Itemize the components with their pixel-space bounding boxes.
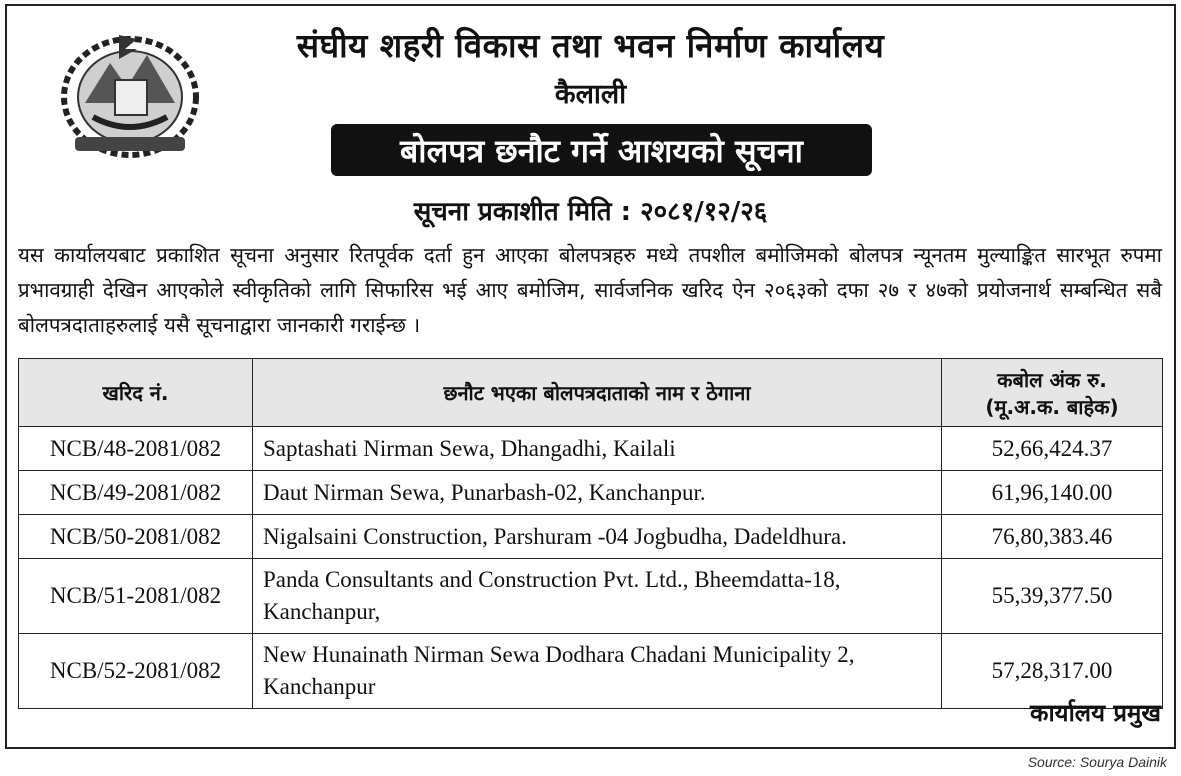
header-bid-amount-line1: कबोल अंक रु.: [997, 367, 1107, 392]
table-row: [19, 471, 1163, 515]
bid-amount: 57,28,317.00: [942, 634, 1163, 709]
procurement-no: NCB/51-2081/082: [19, 559, 253, 634]
table-row: [19, 634, 1163, 709]
bidder-name: Saptashati Nirman Sewa, Dhangadhi, Kailali: [253, 427, 942, 471]
notice-title: बोलपत्र छनौट गर्ने आशयको सूचना: [400, 131, 803, 170]
notice-paragraph: यस कार्यालयबाट प्रकाशित सूचना अनुसार रितपूर्वक दर्ता हुन आएका बोलपत्रहरु मध्ये तपशील बमोजिमको बोलपत्र न्यूनतम मुल्याङ्कित सारभूत रुपमा प्रभावग्राही देखिन आएकोले स्वीकृतिको लागि सिफारिस भई आए बमोजिम, सार्वजनिक खरिद ऐन २०६३को दफा २७ र ४७को प्रयोजनार्थ सम्बन्धित सबै बोलपत्रदाताहरुलाई यसै सूचनाद्वारा जानकारी गराईन्छ ।: [18, 243, 1162, 337]
bidder-name: Nigalsaini Construction, Parshuram -04 Jogbudha, Dadeldhura.: [253, 515, 942, 559]
header-bid-amount: [942, 359, 1163, 427]
procurement-no: NCB/50-2081/082: [19, 515, 253, 559]
table-row: [19, 515, 1163, 559]
notice-title-banner: [331, 124, 872, 176]
bidder-name: New Hunainath Nirman Sewa Dodhara Chadani Municipality 2, Kanchanpur: [253, 634, 942, 709]
bidder-name: Daut Nirman Sewa, Punarbash-02, Kanchanpur.: [253, 471, 942, 515]
procurement-no: NCB/52-2081/082: [19, 634, 253, 709]
header-bid-amount-line2: (मू.अ.क. बाहेक): [985, 394, 1119, 419]
source-credit: Source: Sourya Dainik: [1027, 754, 1167, 770]
table-row: [19, 559, 1163, 634]
table-header-row: [19, 359, 1163, 427]
bid-amount: 61,96,140.00: [942, 471, 1163, 515]
signature-office-chief: कार्यालय प्रमुख: [1030, 699, 1161, 727]
published-label: सूचना प्रकाशीत मिति :: [413, 197, 632, 227]
district-name: कैलाली: [554, 79, 627, 110]
bid-amount: 52,66,424.37: [942, 427, 1163, 471]
bid-amount: 76,80,383.46: [942, 515, 1163, 559]
header-procurement-no: खरिद नं.: [19, 359, 253, 427]
table-row: [19, 427, 1163, 471]
procurement-no: NCB/49-2081/082: [19, 471, 253, 515]
published-date: २०८१/१२/२६: [640, 197, 768, 227]
selected-bidders-table: [18, 358, 1163, 709]
published-date-line: [0, 192, 1181, 228]
header-bidder-name: छनौट भएका बोलपत्रदाताको नाम र ठेगाना: [253, 359, 942, 427]
office-name: संघीय शहरी विकास तथा भवन निर्माण कार्यालय: [296, 26, 885, 65]
procurement-no: NCB/48-2081/082: [19, 427, 253, 471]
bidder-name: Panda Consultants and Construction Pvt. Ltd., Bheemdatta-18, Kanchanpur,: [253, 559, 942, 634]
bid-amount: 55,39,377.50: [942, 559, 1163, 634]
